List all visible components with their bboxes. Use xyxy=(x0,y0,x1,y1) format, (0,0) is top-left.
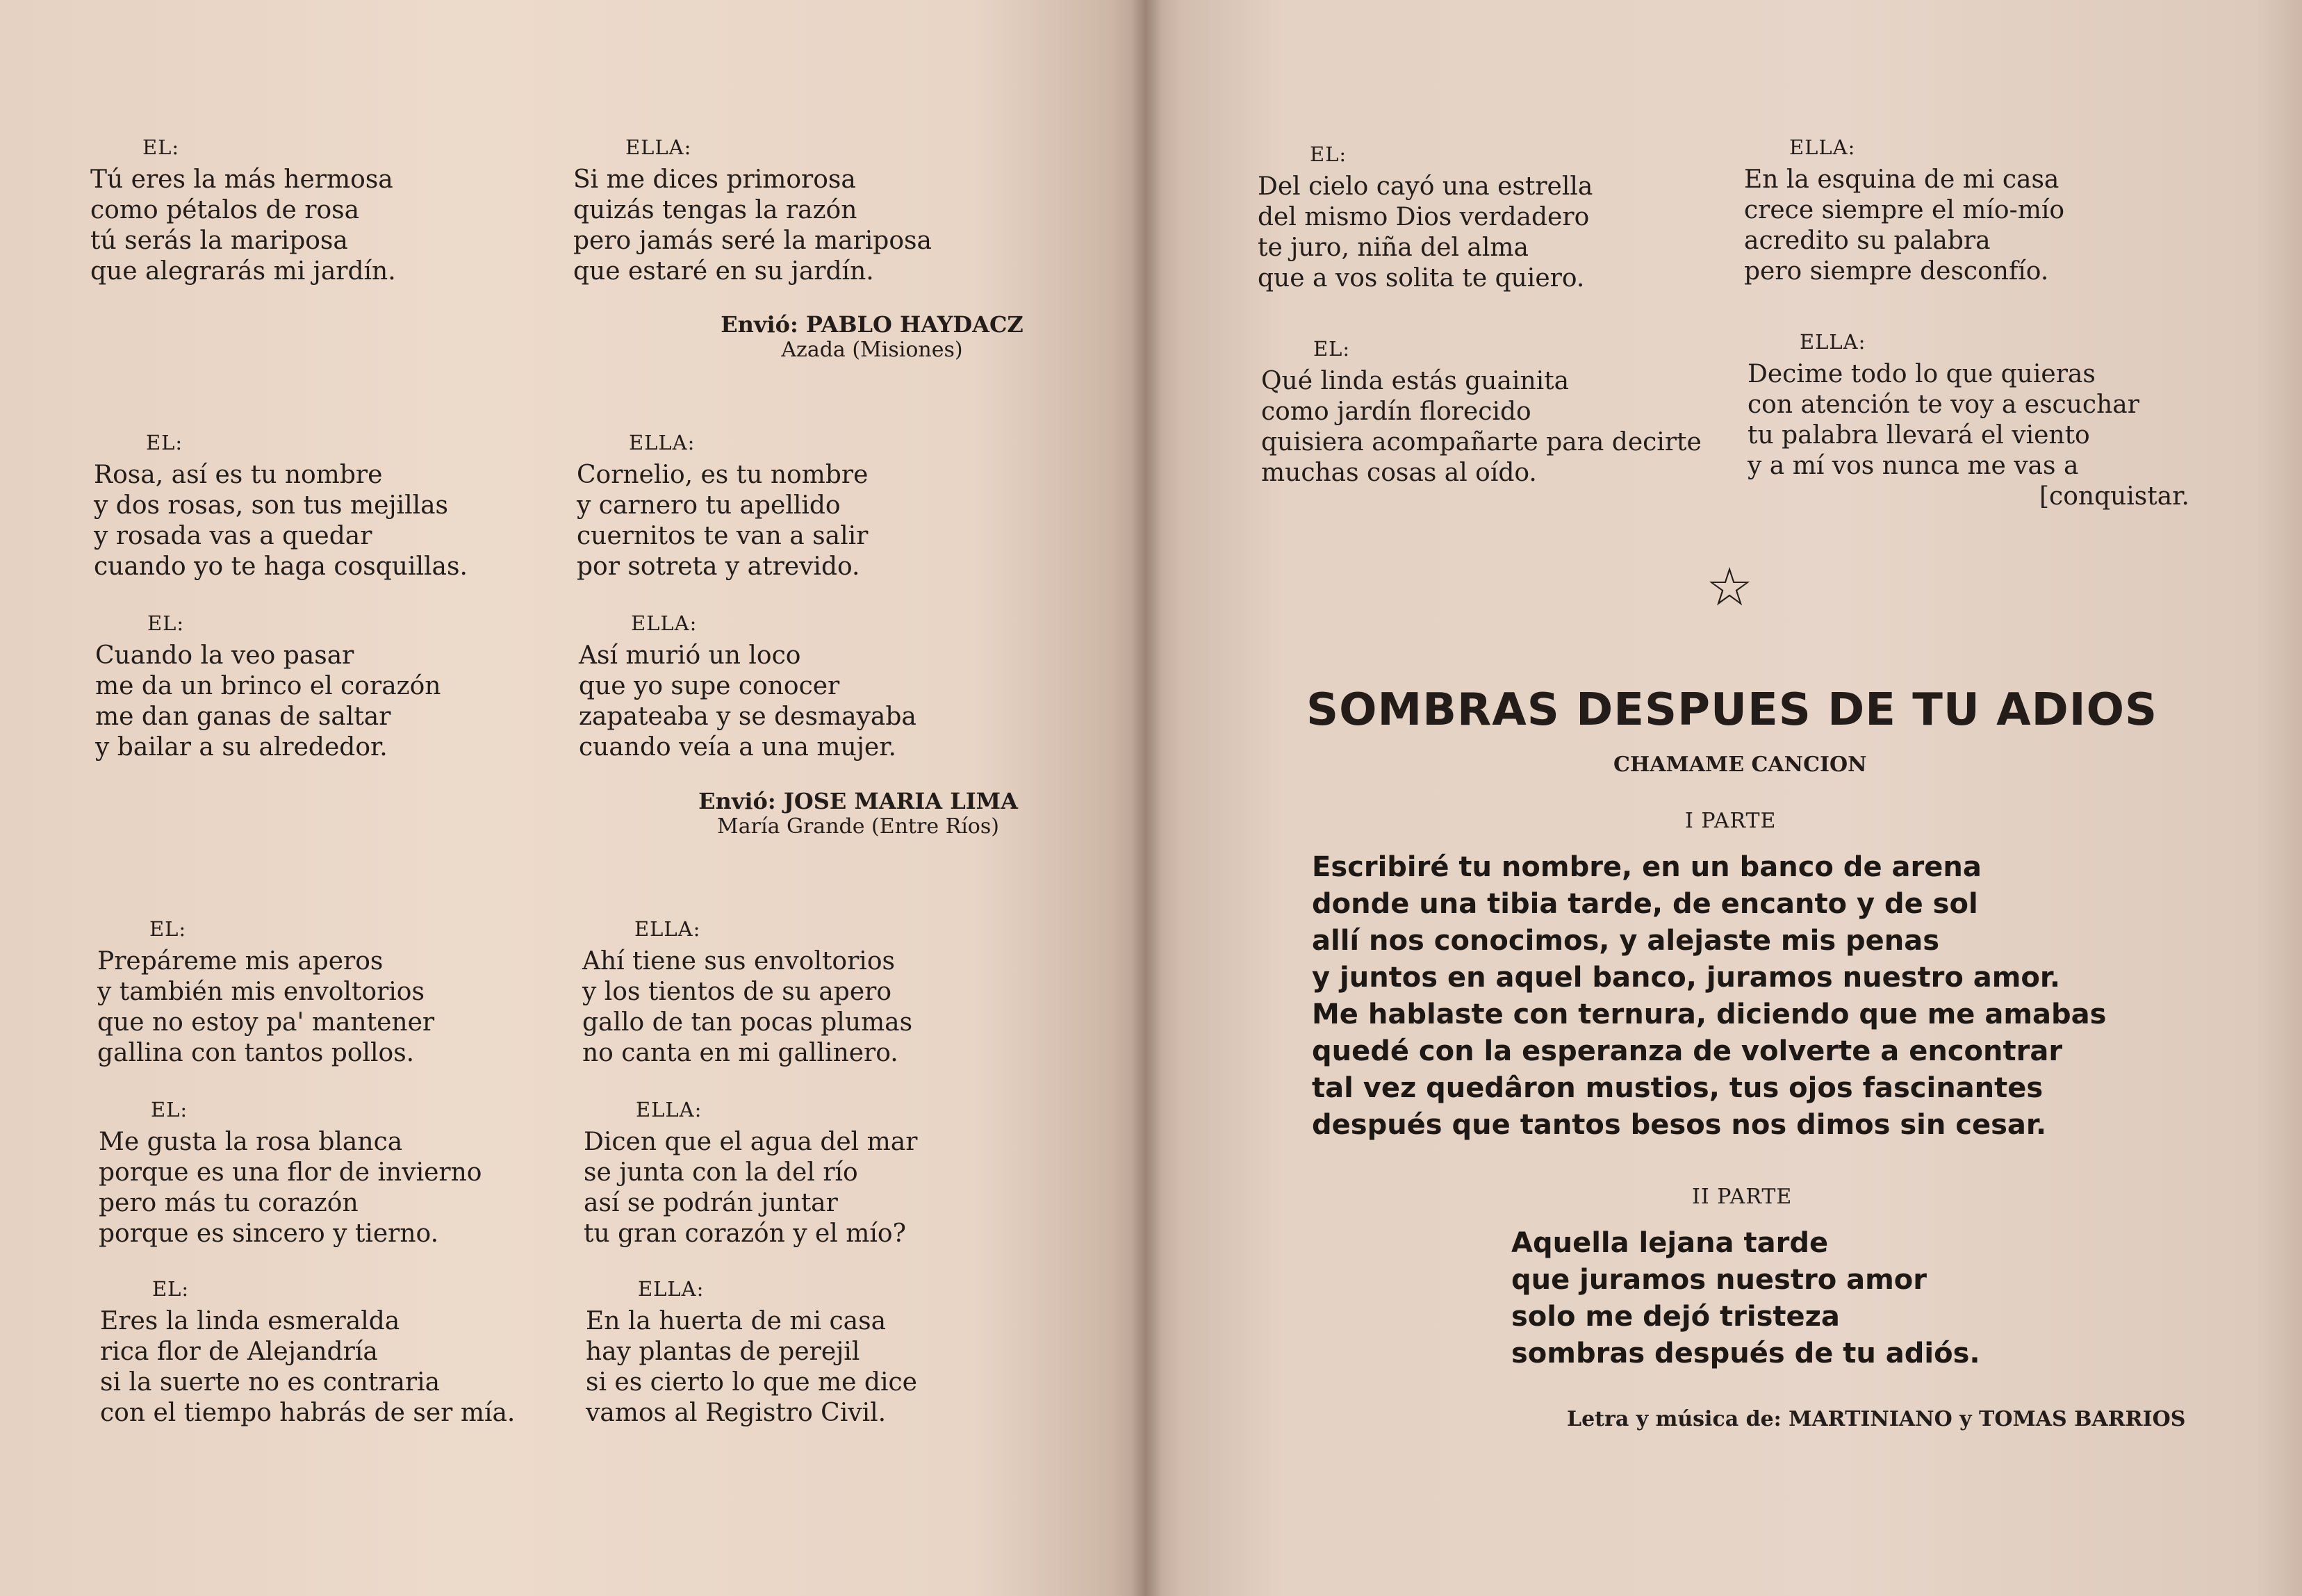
verse-line: cuernitos te van a salir xyxy=(577,522,869,550)
sender-place: Azada (Misiones) xyxy=(781,338,963,362)
part-label: I PARTE xyxy=(1685,809,1777,833)
verse-line: crece siempre el mío-mío xyxy=(1744,196,2065,224)
verse-line: cuando yo te haga cosquillas. xyxy=(94,552,468,581)
speaker-label: EL: xyxy=(1313,337,1351,361)
verse-line: te juro, niña del alma xyxy=(1258,233,1529,262)
verse-line: hay plantas de perejil xyxy=(586,1338,860,1366)
speaker-label: ELLA: xyxy=(1800,330,1866,354)
speaker-label: ELLA: xyxy=(634,917,701,941)
song-credit: Letra y música de: MARTINIANO y TOMAS BARRIOS xyxy=(1567,1407,2186,1431)
lyric-line: quedé con la esperanza de volverte a encontrar xyxy=(1312,1035,2063,1067)
verse-line: Ahí tiene sus envoltorios xyxy=(582,947,895,976)
sender-place: María Grande (Entre Ríos) xyxy=(717,814,999,839)
speaker-label: ELLA: xyxy=(631,611,698,635)
verse-line: Dicen que el agua del mar xyxy=(584,1128,918,1156)
verse-line: acredito su palabra xyxy=(1744,227,1991,255)
speaker-label: ELLA: xyxy=(625,135,692,159)
lyrics-part-2 xyxy=(1511,1225,1980,1372)
verse-line: porque es sincero y tierno. xyxy=(99,1219,439,1248)
lyrics-part-1 xyxy=(1312,849,2106,1144)
speaker-label: EL: xyxy=(149,917,187,941)
verse-block xyxy=(90,135,396,287)
verse-block xyxy=(1748,330,2189,512)
lyric-line: allí nos conocimos, y alejaste mis penas xyxy=(1312,925,1940,957)
song-title: SOMBRAS DESPUES DE TU ADIOS xyxy=(1306,684,2158,736)
verse-line: me da un brinco el corazón xyxy=(95,672,441,700)
sender-credit xyxy=(716,311,1028,363)
sender-name: Envió: JOSE MARIA LIMA xyxy=(698,788,1018,814)
verse-line: así se podrán juntar xyxy=(584,1189,838,1217)
verse-line: Prepáreme mis aperos xyxy=(97,947,384,976)
verse-line: con el tiempo habrás de ser mía. xyxy=(100,1399,516,1427)
verse-line: que alegrarás mi jardín. xyxy=(90,257,396,286)
verse-block xyxy=(99,1098,482,1249)
sender-credit xyxy=(684,788,1032,839)
verse-line: que a vos solita te quiero. xyxy=(1258,264,1585,293)
verse-line: quisiera acompañarte para decirte xyxy=(1261,428,1702,456)
verse-line: que yo supe conocer xyxy=(579,672,840,700)
verse-line: me dan ganas de saltar xyxy=(95,702,391,731)
verse-line: Si me dices primorosa xyxy=(573,165,856,194)
speaker-label: EL: xyxy=(1310,142,1347,166)
verse-line: muchas cosas al oído. xyxy=(1261,459,1537,487)
song-genre: CHAMAME CANCION xyxy=(1613,752,1867,777)
verse-line: y los tientos de su apero xyxy=(582,978,892,1006)
speaker-label: EL: xyxy=(147,611,185,635)
verse-block xyxy=(582,917,912,1069)
verse-line: tu gran corazón y el mío? xyxy=(584,1219,906,1248)
verse-line: Cornelio, es tu nombre xyxy=(577,461,869,489)
part-label: II PARTE xyxy=(1692,1185,1793,1209)
speaker-label: ELLA: xyxy=(636,1098,702,1121)
verse-line: por sotreta y atrevido. xyxy=(577,552,860,581)
verse-line: y rosada vas a quedar xyxy=(94,522,372,550)
verse-line: Así murió un loco xyxy=(579,641,801,670)
lyric-line: después que tantos besos nos dimos sin cesar. xyxy=(1312,1109,2047,1141)
verse-line: si es cierto lo que me dice xyxy=(586,1368,917,1397)
verse-block xyxy=(95,611,441,763)
verse-block xyxy=(577,431,868,582)
verse-line: y bailar a su alrededor. xyxy=(95,733,388,762)
verse-line: Rosa, así es tu nombre xyxy=(94,461,383,489)
speaker-label: EL: xyxy=(151,1098,188,1121)
verse-line: porque es una flor de invierno xyxy=(99,1158,482,1187)
verse-line: Del cielo cayó una estrella xyxy=(1258,172,1593,201)
verse-line: y también mis envoltorios xyxy=(97,978,425,1006)
verse-line: pero siempre desconfío. xyxy=(1744,257,2049,286)
verse-line: y a mí vos nunca me vas a xyxy=(1748,452,2079,480)
verse-line: En la esquina de mi casa xyxy=(1744,165,2060,194)
lyric-line: que juramos nuestro amor xyxy=(1511,1264,1927,1296)
verse-line: Decime todo lo que quieras xyxy=(1748,360,2096,388)
verse-line: cuando veía a una mujer. xyxy=(579,733,896,762)
verse-line: En la huerta de mi casa xyxy=(586,1307,887,1335)
lyric-line: solo me dejó tristeza xyxy=(1511,1301,1840,1333)
verse-line: como jardín florecido xyxy=(1261,397,1531,426)
verse-block xyxy=(1744,135,2064,287)
verse-line: no canta en mi gallinero. xyxy=(582,1039,898,1067)
speaker-label: EL: xyxy=(152,1277,190,1301)
verse-block xyxy=(94,431,468,582)
speaker-label: EL: xyxy=(142,135,180,159)
speaker-label: ELLA: xyxy=(629,431,696,454)
verse-line: gallo de tan pocas plumas xyxy=(582,1008,913,1037)
verse-line: que no estoy pa' mantener xyxy=(97,1008,435,1037)
lyric-line: y juntos en aquel banco, juramos nuestro amor. xyxy=(1312,962,2061,994)
verse-line: gallina con tantos pollos. xyxy=(97,1039,415,1067)
verse-line: pero jamás seré la mariposa xyxy=(573,227,932,255)
lyric-line: Aquella lejana tarde xyxy=(1511,1227,1829,1259)
lyric-line: sombras después de tu adiós. xyxy=(1511,1338,1980,1369)
speaker-label: ELLA: xyxy=(638,1277,705,1301)
lyric-line: tal vez quedâron mustios, tus ojos fascinantes xyxy=(1312,1072,2044,1104)
verse-line: que estaré en su jardín. xyxy=(573,257,874,286)
verse-line: como pétalos de rosa xyxy=(90,196,360,224)
book-gutter xyxy=(1131,0,1162,1596)
speaker-label: ELLA: xyxy=(1789,135,1856,159)
star-ornament-icon: ☆ xyxy=(1706,556,1754,618)
verse-line: y carnero tu apellido xyxy=(577,491,841,520)
verse-continuation: [conquistar. xyxy=(2039,482,2189,511)
verse-line: pero más tu corazón xyxy=(99,1189,359,1217)
verse-line: Tú eres la más hermosa xyxy=(90,165,393,194)
verse-block xyxy=(579,611,916,763)
verse-block xyxy=(573,135,932,287)
verse-block xyxy=(586,1277,917,1429)
verse-line: Cuando la veo pasar xyxy=(95,641,354,670)
verse-block xyxy=(97,917,434,1069)
verse-line: vamos al Registro Civil. xyxy=(586,1399,887,1427)
verse-block xyxy=(100,1277,515,1429)
verse-line: rica flor de Alejandría xyxy=(100,1338,378,1366)
verse-line: Qué linda estás guainita xyxy=(1261,367,1570,395)
verse-line: zapateaba y se desmayaba xyxy=(579,702,916,731)
verse-line: y dos rosas, son tus mejillas xyxy=(94,491,449,520)
lyric-line: donde una tibia tarde, de encanto y de sol xyxy=(1312,888,1978,920)
verse-line: si la suerte no es contraria xyxy=(100,1368,441,1397)
verse-line: con atención te voy a escuchar xyxy=(1748,390,2139,419)
verse-block xyxy=(584,1098,917,1249)
verse-line: tú serás la mariposa xyxy=(90,227,348,255)
verse-line: tu palabra llevará el viento xyxy=(1748,421,2090,450)
lyric-line: Me hablaste con ternura, diciendo que me amabas xyxy=(1312,998,2107,1030)
verse-line: Eres la linda esmeralda xyxy=(100,1307,400,1335)
lyric-line: Escribiré tu nombre, en un banco de arena xyxy=(1312,851,1982,883)
verse-block xyxy=(1258,142,1593,294)
verse-block xyxy=(1261,337,1702,488)
verse-line: del mismo Dios verdadero xyxy=(1258,203,1590,231)
verse-line: quizás tengas la razón xyxy=(573,196,857,224)
sender-name: Envió: PABLO HAYDACZ xyxy=(721,311,1023,338)
speaker-label: EL: xyxy=(146,431,183,454)
verse-line: se junta con la del río xyxy=(584,1158,858,1187)
verse-line: Me gusta la rosa blanca xyxy=(99,1128,403,1156)
